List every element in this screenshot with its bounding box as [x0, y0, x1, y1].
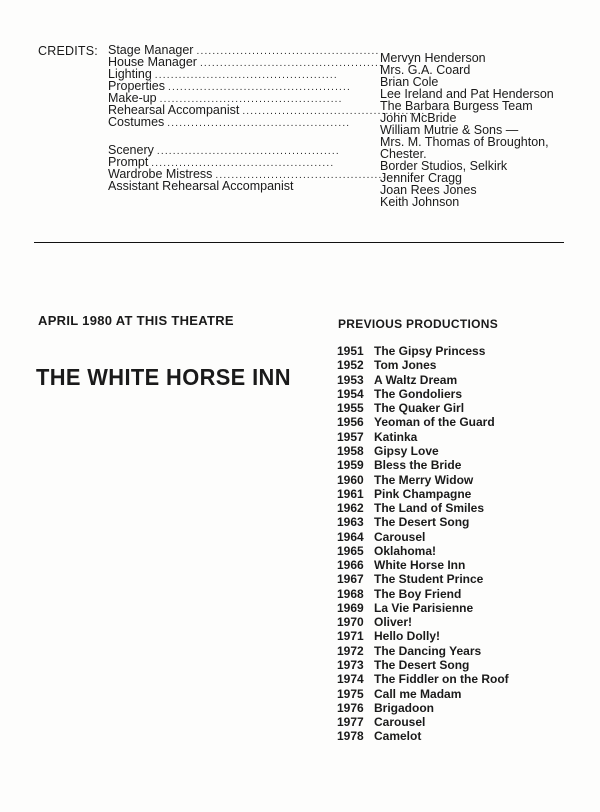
production-year: 1961 [337, 486, 364, 501]
production-row [337, 487, 577, 501]
production-row [337, 686, 577, 700]
production-row [337, 401, 577, 415]
credit-role-row [108, 115, 351, 129]
credit-role: Stage Manager [108, 43, 194, 57]
production-title: Brigadoon [374, 700, 434, 715]
credit-name: Mrs. M. Thomas of Broughton, [380, 135, 549, 149]
leader-dots: .............................................. [196, 46, 380, 57]
production-year: 1951 [337, 344, 364, 359]
production-row [337, 701, 577, 715]
credit-role: Assistant Rehearsal Accompanist [108, 179, 294, 193]
production-year: 1970 [337, 615, 364, 630]
production-year: 1966 [337, 558, 364, 573]
leader-dots: .............................................. [159, 94, 343, 105]
production-row [337, 515, 577, 529]
production-year: 1960 [337, 472, 364, 487]
production-year: 1954 [337, 386, 364, 401]
production-year: 1975 [337, 686, 364, 701]
production-row [337, 558, 577, 572]
production-row [337, 544, 577, 558]
credit-name: Mrs. G.A. Coard [380, 63, 471, 77]
production-year: 1955 [337, 401, 364, 416]
production-row [337, 615, 577, 629]
production-title: Camelot [374, 729, 422, 744]
credit-role: Rehearsal Accompanist [108, 103, 240, 117]
production-title: Pink Champagne [374, 486, 472, 501]
production-title: White Horse Inn [374, 558, 466, 573]
production-title: Bless the Bride [374, 458, 462, 473]
production-row [337, 587, 577, 601]
production-title: La Vie Parisienne [374, 600, 474, 615]
production-title: The Merry Widow [374, 472, 474, 487]
production-row [337, 601, 577, 615]
production-row [337, 529, 577, 543]
production-title: Oliver! [374, 615, 413, 630]
leader-dots: .............................................. [167, 118, 351, 129]
production-year: 1974 [337, 672, 364, 687]
production-row [337, 344, 577, 358]
production-row [337, 444, 577, 458]
credit-name: William Mutrie & Sons — [380, 123, 519, 137]
production-row [337, 501, 577, 515]
production-row [337, 629, 577, 643]
production-title: The Gipsy Princess [374, 344, 486, 359]
production-year: 1972 [337, 643, 364, 658]
production-row [337, 729, 577, 743]
production-year: 1967 [337, 572, 364, 587]
leader-dots: .............................................. [151, 158, 335, 169]
production-title: The Gondoliers [374, 386, 463, 401]
production-title: Carousel [374, 529, 426, 544]
production-title: Hello Dolly! [374, 629, 441, 644]
production-title: Katinka [374, 429, 418, 444]
leader-dots: .............................................. [154, 70, 338, 81]
production-year: 1977 [337, 715, 364, 730]
production-row [337, 458, 577, 472]
credit-role: Prompt [108, 155, 149, 169]
production-row [337, 644, 577, 658]
credit-name: Mervyn Henderson [380, 51, 486, 65]
credit-name: Border Studios, Selkirk [380, 159, 508, 173]
production-title: The Dancing Years [374, 643, 482, 658]
production-row [337, 572, 577, 586]
production-year: 1968 [337, 586, 364, 601]
production-year: 1969 [337, 600, 364, 615]
production-title: Oklahoma! [374, 543, 437, 558]
role-group-gap [108, 128, 304, 144]
credit-name: The Barbara Burgess Team [380, 99, 533, 113]
credits-names-list [380, 52, 590, 208]
production-year: 1962 [337, 501, 364, 516]
credit-role-row [108, 180, 304, 192]
production-year: 1971 [337, 629, 364, 644]
credit-name: John McBride [380, 111, 457, 125]
production-year: 1957 [337, 429, 364, 444]
production-title: The Quaker Girl [374, 401, 465, 416]
leader-dots: .............................................. [156, 146, 340, 157]
production-title: The Boy Friend [374, 586, 462, 601]
production-row [337, 415, 577, 429]
credit-name: Keith Johnson [380, 195, 460, 209]
credit-role: Make-up [108, 91, 157, 105]
production-row [337, 387, 577, 401]
leader-dots: .............................................. [199, 58, 383, 69]
previous-productions-heading: PREVIOUS PRODUCTIONS [338, 317, 499, 331]
production-row [337, 358, 577, 372]
announcement-heading: APRIL 1980 AT THIS THEATRE [38, 313, 234, 328]
production-year: 1978 [337, 729, 364, 744]
production-title: Carousel [374, 715, 426, 730]
production-title: The Desert Song [374, 515, 470, 530]
production-title: The Desert Song [374, 657, 470, 672]
production-title: Yeoman of the Guard [374, 415, 495, 430]
production-title: The Fiddler on the Roof [374, 672, 509, 687]
credit-name: Chester. [380, 147, 427, 161]
production-year: 1958 [337, 443, 364, 458]
production-year: 1953 [337, 372, 364, 387]
production-year: 1964 [337, 529, 364, 544]
production-row [337, 658, 577, 672]
credit-role: Scenery [108, 143, 154, 157]
previous-productions-list [337, 344, 577, 743]
production-row [337, 472, 577, 486]
production-row [337, 672, 577, 686]
production-row [337, 715, 577, 729]
production-year: 1965 [337, 543, 364, 558]
section-divider [34, 242, 564, 243]
production-year: 1963 [337, 515, 364, 530]
production-year: 1956 [337, 415, 364, 430]
credit-role: Properties [108, 79, 165, 93]
credit-role: Costumes [108, 115, 165, 129]
credit-role: Wardrobe Mistress [108, 167, 213, 181]
leader-dots: .............................................. [167, 82, 351, 93]
production-title: A Waltz Dream [374, 372, 458, 387]
credit-role: House Manager [108, 55, 197, 69]
production-row [337, 373, 577, 387]
credits-label: CREDITS: [38, 44, 98, 58]
credit-name: Joan Rees Jones [380, 183, 477, 197]
production-year: 1973 [337, 657, 364, 672]
credit-name: Lee Ireland and Pat Henderson [380, 87, 554, 101]
production-year: 1952 [337, 358, 364, 373]
leader-dots: .............................................. [242, 106, 426, 117]
production-row [337, 430, 577, 444]
show-title: THE WHITE HORSE INN [36, 364, 291, 390]
production-title: Tom Jones [374, 358, 437, 373]
production-title: Call me Madam [374, 686, 462, 701]
production-year: 1976 [337, 700, 364, 715]
production-year: 1959 [337, 458, 364, 473]
production-title: The Land of Smiles [374, 501, 485, 516]
credit-role: Lighting [108, 67, 152, 81]
production-title: The Student Prince [374, 572, 484, 587]
credit-name: Brian Cole [380, 75, 439, 89]
credit-name: Jennifer Cragg [380, 171, 462, 185]
leader-dots: .............................................. [215, 170, 399, 181]
production-title: Gipsy Love [374, 443, 439, 458]
